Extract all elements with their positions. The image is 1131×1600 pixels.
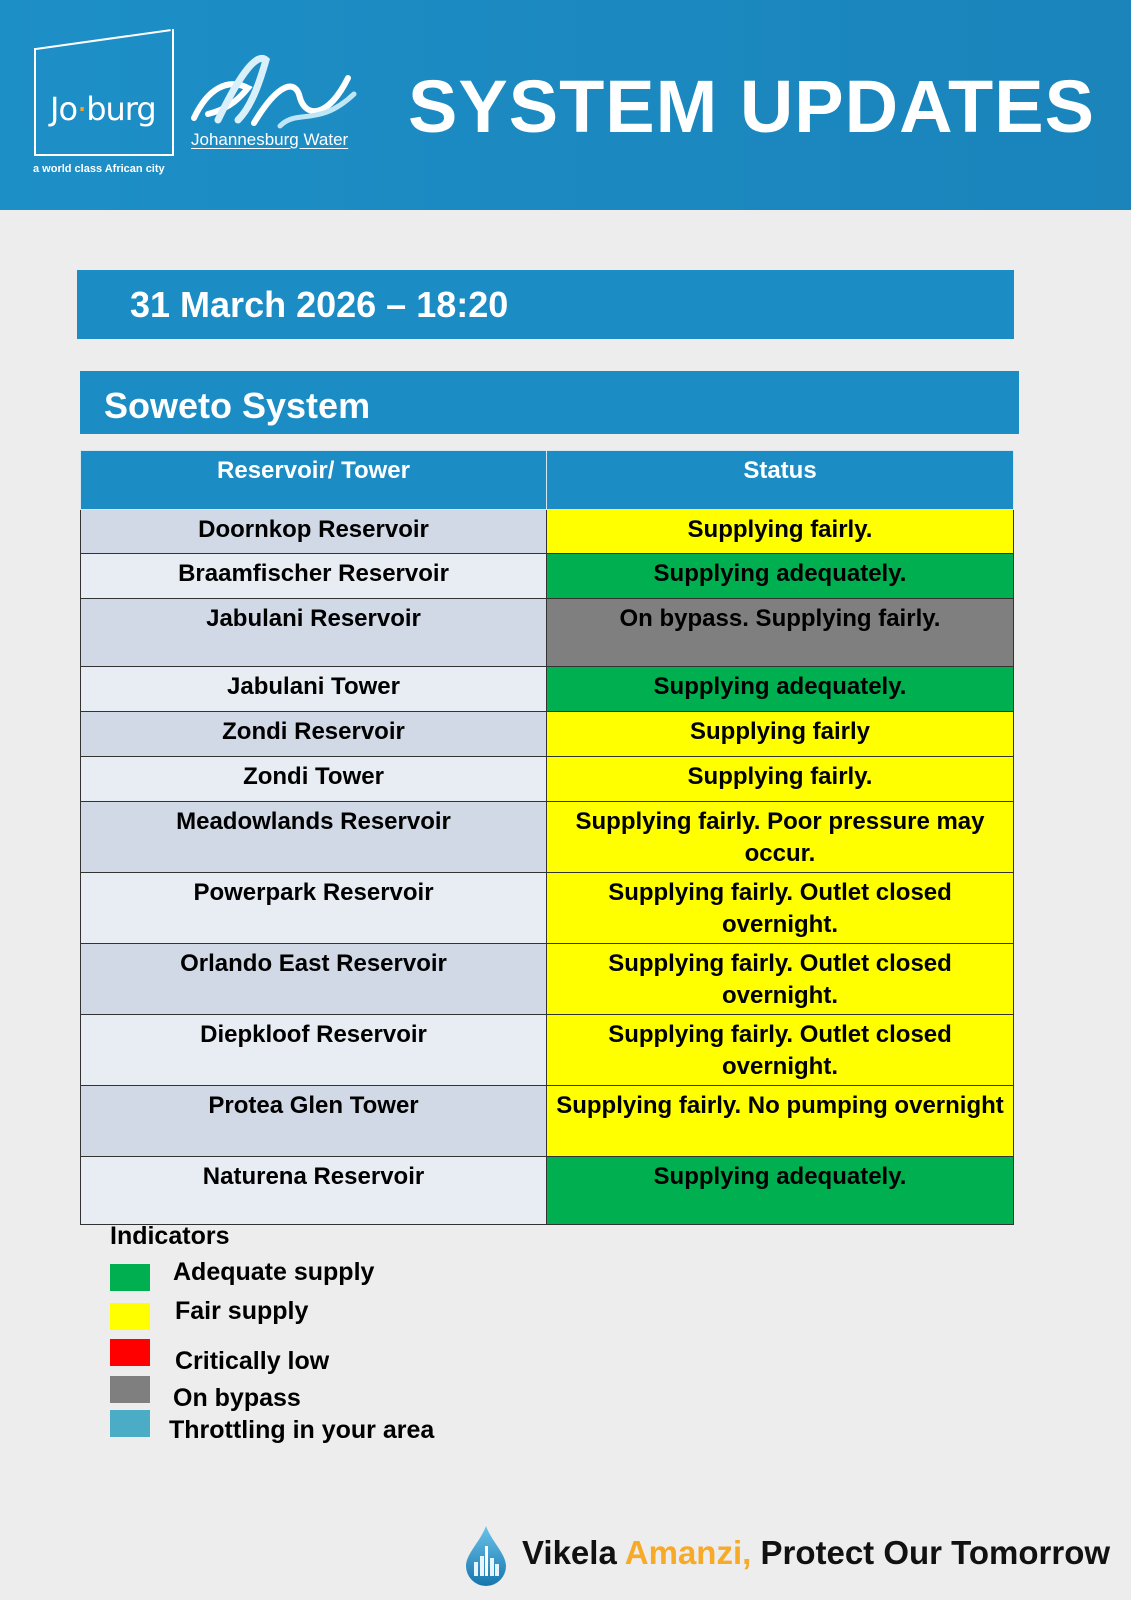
fair-swatch-icon xyxy=(110,1303,150,1330)
table-row xyxy=(81,599,1014,667)
table-row xyxy=(81,802,1014,873)
footer-slogan xyxy=(464,1524,1124,1594)
joburg-logo xyxy=(34,48,172,156)
update-datetime: 31 March 2026 – 18:20 xyxy=(77,270,1014,339)
reservoir-name-cell: Naturena Reservoir xyxy=(81,1157,547,1225)
status-cell: Supplying adequately. xyxy=(547,667,1014,712)
water-drop-city-icon xyxy=(464,1524,508,1586)
page-title: SYSTEM UPDATES xyxy=(408,65,1095,148)
legend-title: Indicators xyxy=(110,1222,230,1250)
critical-swatch-icon xyxy=(110,1339,150,1366)
table-row xyxy=(81,510,1014,554)
table-row xyxy=(81,757,1014,802)
table-row xyxy=(81,1157,1014,1225)
footer-slogan-text: Vikela Amanzi, Protect Our Tomorrow xyxy=(522,1534,1111,1571)
reservoir-name-cell: Orlando East Reservoir xyxy=(81,944,547,1015)
table-row xyxy=(81,944,1014,1015)
status-cell: Supplying fairly. xyxy=(547,757,1014,802)
status-cell: Supplying fairly xyxy=(547,712,1014,757)
status-cell: Supplying fairly. xyxy=(547,510,1014,554)
reservoir-name-cell: Jabulani Reservoir xyxy=(81,599,547,667)
table-row xyxy=(81,554,1014,599)
status-cell: Supplying fairly. Outlet closed overnight. xyxy=(547,944,1014,1015)
header-banner xyxy=(0,0,1131,210)
table-row xyxy=(81,667,1014,712)
table-row xyxy=(81,712,1014,757)
adequate-swatch-icon xyxy=(110,1264,150,1291)
reservoir-name-cell: Protea Glen Tower xyxy=(81,1086,547,1157)
throttling-swatch-icon xyxy=(110,1410,150,1437)
status-cell: Supplying fairly. No pumping overnight xyxy=(547,1086,1014,1157)
bypass-swatch-icon xyxy=(110,1376,150,1403)
table-row xyxy=(81,1086,1014,1157)
johannesburg-water-name: Johannesburg Water xyxy=(191,130,349,149)
reservoir-name-cell: Zondi Tower xyxy=(81,757,547,802)
table-row xyxy=(81,1015,1014,1086)
column-header-reservoir: Reservoir/ Tower xyxy=(81,451,547,510)
status-cell: Supplying fairly. Outlet closed overnight. xyxy=(547,873,1014,944)
table-header-row xyxy=(81,451,1014,510)
joburg-logo-text: Jo·burg xyxy=(50,90,156,128)
indicators-legend: Indicators Adequate supply Fair supply Critically low On bypass Throttling in your area xyxy=(110,1222,435,1444)
reservoir-name-cell: Meadowlands Reservoir xyxy=(81,802,547,873)
status-cell: Supplying adequately. xyxy=(547,1157,1014,1225)
reservoir-name-cell: Jabulani Tower xyxy=(81,667,547,712)
reservoir-status-table xyxy=(80,450,1014,1225)
column-header-status: Status xyxy=(547,451,1014,510)
reservoir-name-cell: Zondi Reservoir xyxy=(81,712,547,757)
status-cell: Supplying fairly. Outlet closed overnight. xyxy=(547,1015,1014,1086)
reservoir-name-cell: Powerpark Reservoir xyxy=(81,873,547,944)
joburg-tagline: a world class African city xyxy=(33,163,165,175)
status-cell: Supplying fairly. Poor pressure may occur. xyxy=(547,802,1014,873)
system-name: Soweto System xyxy=(80,371,1019,434)
status-cell: Supplying adequately. xyxy=(547,554,1014,599)
reservoir-name-cell: Braamfischer Reservoir xyxy=(81,554,547,599)
table-row xyxy=(81,873,1014,944)
reservoir-name-cell: Diepkloof Reservoir xyxy=(81,1015,547,1086)
reservoir-name-cell: Doornkop Reservoir xyxy=(81,510,547,554)
status-cell: On bypass. Supplying fairly. xyxy=(547,599,1014,667)
